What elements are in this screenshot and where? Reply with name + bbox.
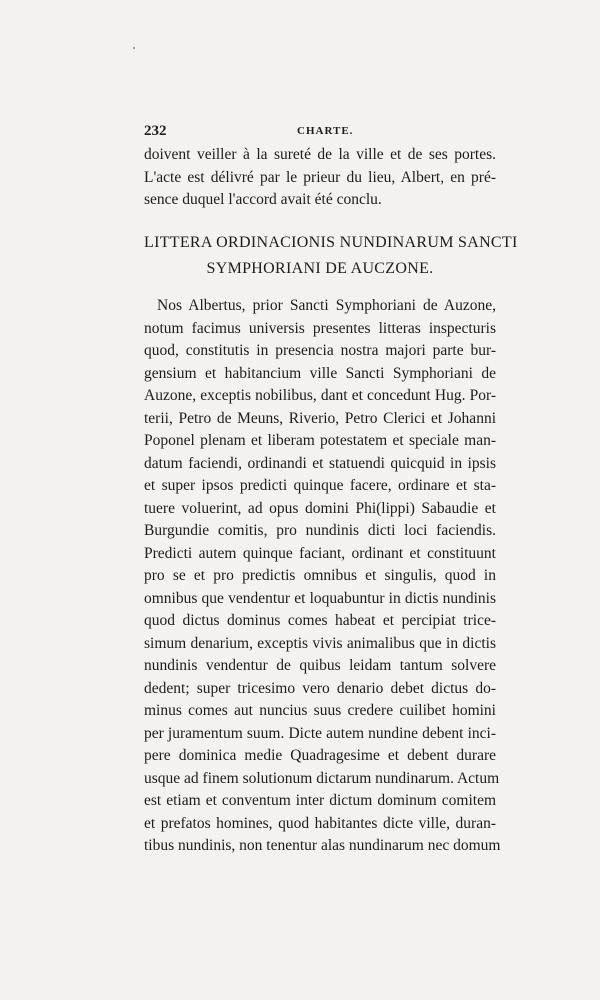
paper-speck <box>133 47 135 49</box>
charter-heading <box>144 230 518 282</box>
text-line: simum denarium, exceptis vivis animalibus que in dictis <box>144 634 496 652</box>
text-line: Poponel plenam et liberam potestatem et speciale man- <box>144 432 496 449</box>
text-line: sence duquel l'accord avait été conclu. <box>144 191 382 208</box>
text-line: Predicti autem quinque faciant, ordinant et constituunt <box>144 544 496 562</box>
text-line: terii, Petro de Meuns, Riverio, Petro Clerici et Johanni <box>144 409 496 427</box>
text-line: tuere voluerint, ad opus domini Phi(lippi) Sabaudie et <box>144 499 496 517</box>
text-line: notum facimus universis presentes litteras inspecturis <box>144 319 496 337</box>
page-number: 232 <box>144 123 167 139</box>
text-line: per juramentum suum. Dicte autem nundine debent inci- <box>144 724 496 742</box>
text-line: pere dominica medie Quadragesime et debent durare <box>144 747 496 764</box>
text-line: minus comes aut nuncius suus credere cuilibet homini <box>144 702 496 719</box>
text-line: L'acte est délivré par le prieur du lieu, Albert, en pré- <box>144 168 496 186</box>
text-line: quod, constitutis in presencia nostra majori parte bur- <box>144 342 496 359</box>
text-line: nundinis vendentur de quibus leidam tantum solvere <box>144 657 496 674</box>
heading-line: SYMPHORIANI DE AUCZONE. <box>206 260 434 277</box>
running-head <box>144 122 496 140</box>
text-line: quod dictus dominus comes habeat et percipiat trice- <box>144 612 496 629</box>
running-title: CHARTE. <box>297 125 354 137</box>
text-line: gensium et habitancium ville Sancti Symphoriani de <box>144 364 496 382</box>
text-line: omnibus que vendentur et loquabuntur in dictis nundinis <box>144 589 496 607</box>
text-line: tibus nundinis, non tenentur alas nundinarum nec domum <box>144 837 501 854</box>
text-line: Auzone, exceptis nobilibus, dant et concedunt Hug. Por- <box>144 387 496 404</box>
text-line: est etiam et conventum inter dictum dominum comitem <box>144 792 496 809</box>
text-line: usque ad finem solutionum dictarum nundinarum. Actum <box>144 769 500 787</box>
text-line: datum faciendi, ordinandi et statuendi quicquid in ipsis <box>144 454 496 472</box>
french-summary-paragraph <box>144 144 496 212</box>
text-line: doivent veiller à la sureté de la ville et de ses portes. <box>144 146 496 163</box>
text-line: et prefatos homines, quod habitantes dicte ville, duran- <box>144 814 496 832</box>
text-line: et super ipsos predicti quinque facere, ordinare et sta- <box>144 477 496 494</box>
text-line: Burgundie comitis, pro nundinis dicti loci faciendis. <box>144 522 496 539</box>
heading-line: LITTERA ORDINACIONIS NUNDINARUM SANCTI <box>144 234 518 251</box>
text-line: pro se et pro predictis omnibus et singulis, quod in <box>144 567 496 584</box>
text-line: Nos Albertus, prior Sancti Symphoriani de Auzone, <box>157 297 496 314</box>
text-line: dedent; super tricesimo vero denario debet dictus do- <box>144 679 496 697</box>
latin-charter-text <box>144 295 501 858</box>
